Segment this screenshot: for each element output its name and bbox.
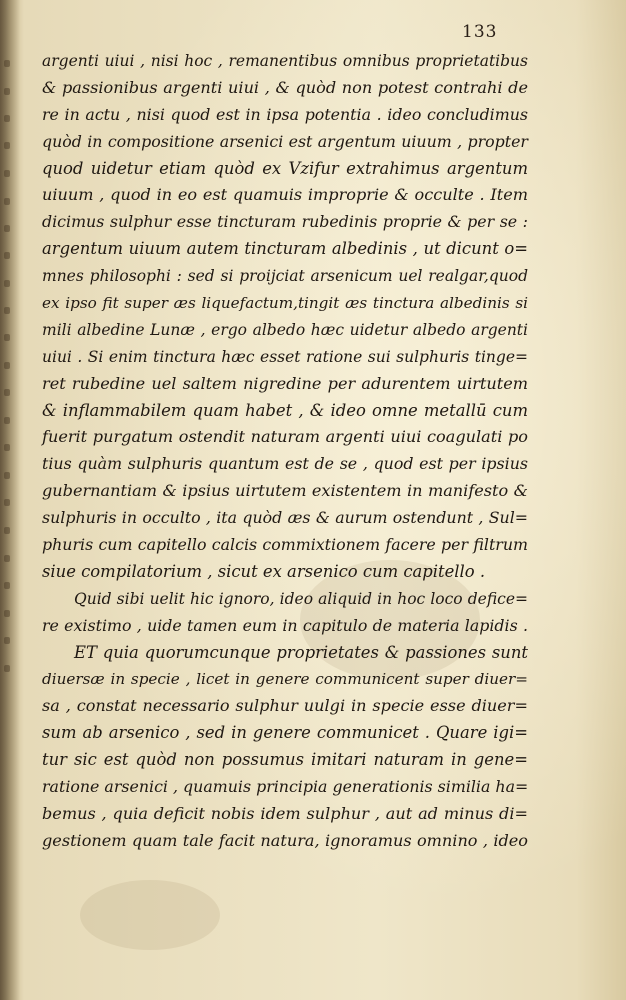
page-gutter-shadow — [0, 0, 20, 1000]
text-line: sum ab arsenico , sed in genere communicet . Quare igi= — [42, 723, 528, 743]
text-line: tius quàm sulphuris quantum est de se , quod est per ipsius — [42, 454, 528, 474]
text-line: diuersæ in specie , licet in genere communicent super diuer= — [42, 670, 528, 689]
text-line: ret rubedine uel saltem nigredine per adurentem uirtutem — [42, 373, 528, 393]
paragraph-start-line: ET quia quorumcunque proprietates & passiones sunt — [74, 642, 528, 662]
text-line: dicimus sulphur esse tincturam rubedinis proprie & per se : — [42, 212, 528, 232]
text-line: argentum uiuum autem tincturam albedinis , ut dicunt o= — [42, 239, 528, 259]
text-line: mnes philosophi : sed si proijciat arsenicum uel realgar,quod — [42, 267, 528, 286]
text-line: & inflammabilem quam habet , & ideo omne metallū cum — [42, 400, 528, 420]
paragraph-start-line: Quid sibi uelit hic ignoro, ideo aliquid in hoc loco defice= — [74, 589, 528, 608]
text-line: gestionem quam tale facit natura, ignoramus omnino , ideo — [42, 830, 528, 850]
paper-stain — [80, 880, 220, 950]
text-line: quod uidetur etiam quòd ex Vzifur extrahimus argentum — [42, 158, 528, 178]
text-line: gubernantiam & ipsius uirtutem existentem in manifesto & — [42, 481, 528, 501]
text-line: uiuum , quod in eo est quamuis improprie & occulte . Item — [42, 185, 528, 205]
text-line: re in actu , nisi quod est in ipsa potentia . ideo concludimus — [42, 104, 528, 124]
text-line: uiui . Si enim tinctura hæc esset ratione sui sulphuris tinge= — [42, 347, 528, 366]
text-line: tur sic est quòd non possumus imitari naturam in gene= — [42, 750, 528, 770]
text-line: argenti uiui , nisi hoc , remanentibus omnibus proprietatibus — [42, 52, 528, 70]
body-text — [42, 48, 528, 855]
text-line: phuris cum capitello calcis commixtionem facere per filtrum — [42, 535, 528, 555]
text-line: & passionibus argenti uiui , & quòd non potest contrahi de — [42, 77, 528, 97]
text-line: siue compilatorium , sicut ex arsenico cum capitello . — [42, 561, 486, 581]
text-line: fuerit purgatum ostendit naturam argenti uiui coagulati po — [42, 427, 528, 447]
text-line: sa , constat necessario sulphur uulgi in specie esse diuer= — [42, 696, 528, 716]
text-line: bemus , quia deficit nobis idem sulphur , aut ad minus di= — [42, 803, 528, 823]
page-number: 133 — [462, 22, 498, 42]
text-line: re existimo , uide tamen eum in capitulo de materia lapidis . — [42, 615, 528, 635]
text-line: ex ipso fit super æs liquefactum,tingit æs tinctura albedinis si — [42, 294, 528, 313]
text-line: quòd in compositione arsenici est argentum uiuum , propter — [42, 131, 528, 151]
text-line: ratione arsenici , quamuis principia generationis similia ha= — [42, 777, 529, 797]
text-line: mili albedine Lunæ , ergo albedo hæc uidetur albedo argenti — [42, 320, 528, 339]
text-line: sulphuris in occulto , ita quòd æs & aurum ostendunt , Sul= — [42, 508, 528, 528]
